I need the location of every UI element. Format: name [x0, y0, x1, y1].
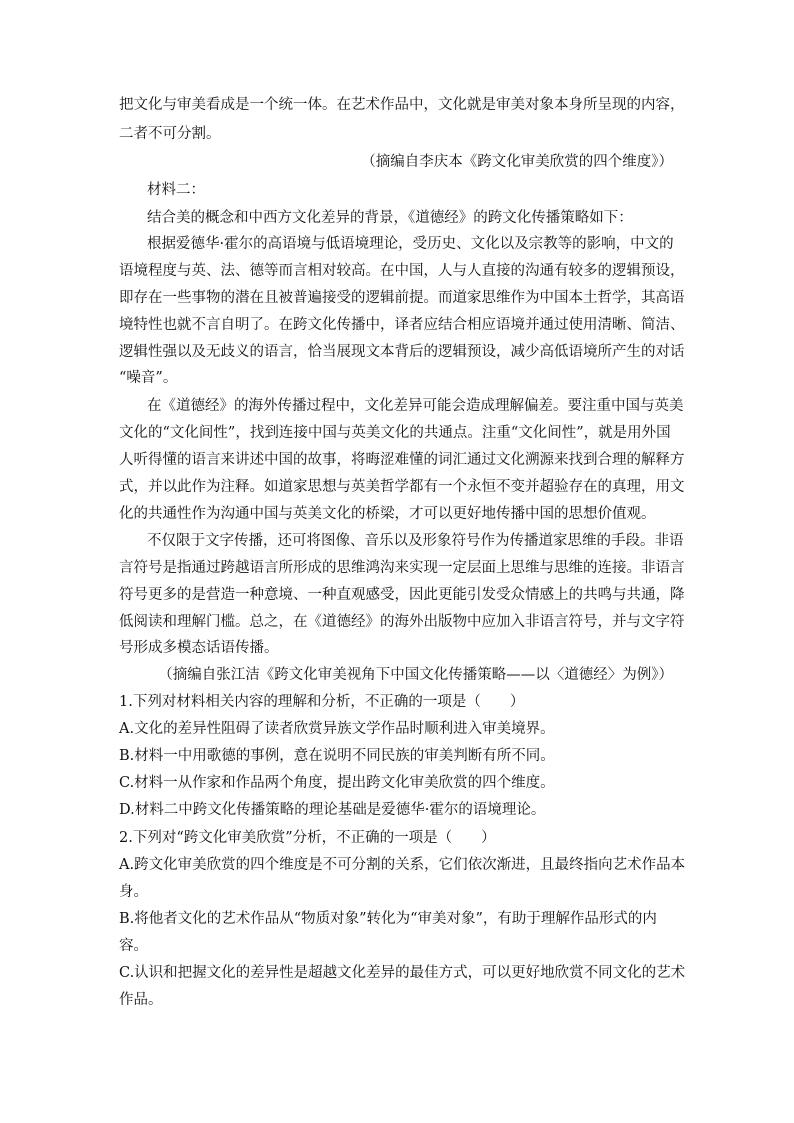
paragraph-line: 根据爱德华·霍尔的高语境与低语境理论，受历史、文化以及宗教等的影响，中文的 [147, 236, 674, 252]
answer-option: B.将他者文化的艺术作品从“物质对象”转化为“审美对象”，有助于理解作品形式的内 [119, 911, 657, 927]
paragraph-line: 语境程度与英、法、德等而言相对较高。在中国，人与人直接的沟通有较多的逻辑预设， [119, 263, 685, 279]
answer-option: C.材料一从作家和作品两个角度，提出跨文化审美欣赏的四个维度。 [119, 775, 555, 791]
paragraph-line: 即存在一些事物的潜在且被普遍接受的逻辑前提。而道家思维作为中国本土哲学，其高语 [119, 290, 685, 306]
paragraph-line: 式，并以此作为注释。如道家思想与英美哲学都有一个永恒不变并超验存在的真理，用文 [119, 479, 685, 495]
paragraph-line: “噪音”。 [119, 370, 178, 386]
question-stem: 1.下列对材料相关内容的理解和分析，不正确的一项是（ ） [119, 694, 525, 710]
paragraph-line: 号形成多模态话语传播。 [119, 640, 279, 656]
answer-option: D.材料二中跨文化传播策略的理论基础是爱德华·霍尔的语境理论。 [119, 802, 546, 818]
text-line: 二者不可分割。 [119, 126, 221, 142]
answer-option: A.跨文化审美欣赏的四个维度是不可分割的关系，它们依次渐进，且最终指向艺术作品本 [119, 857, 686, 873]
answer-option: A.文化的差异性阻碍了读者欣赏异族文学作品时顺利进入审美境界。 [119, 721, 555, 737]
source-citation-1: （摘编自李庆本《跨文化审美欣赏的四个维度》） [361, 154, 673, 170]
material2-intro: 结合美的概念和中西方文化差异的背景，《道德经》的跨文化传播策略如下： [147, 210, 633, 226]
paragraph-line: 逻辑性强以及无歧义的语言，恰当展现文本背后的逻辑预设，减少高低语境所产生的对话 [119, 344, 685, 360]
paragraph-line: 言符号是指通过跨越语言所形成的思维鸿沟来实现一定层面上思维与思维的连接。非语言 [119, 560, 685, 576]
paragraph-line: 境特性也就不言自明了。在跨文化传播中，译者应结合相应语境并通过使用清晰、简洁、 [119, 317, 685, 333]
paragraph-line: 符号更多的是营造一种意境、一种直观感受，因此更能引发受众情感上的共鸣与共通，降 [119, 587, 685, 603]
answer-option: C.认识和把握文化的差异性是超越文化差异的最佳方式，可以更好地欣赏不同文化的艺术 [119, 965, 686, 981]
answer-option: 容。 [119, 938, 148, 954]
paragraph-line: 人听得懂的语言来讲述中国的故事，将晦涩难懂的词汇通过文化溯源来找到合理的解释方 [119, 452, 685, 468]
answer-option: 身。 [119, 884, 148, 900]
source-citation-2: （摘编自张江洁《跨文化审美视角下中国文化传播策略——以〈道德经〉为例》） [158, 667, 673, 683]
paragraph-line: 在《道德经》的海外传播过程中，文化差异可能会造成理解偏差。要注重中国与英美 [147, 398, 684, 414]
text-line: 把文化与审美看成是一个统一体。在艺术作品中，文化就是审美对象本身所呈现的内容， [119, 97, 685, 113]
paragraph-line: 文化的“文化间性”，找到连接中国与英美文化的共通点。注重“文化间性”，就是用外国 [119, 425, 671, 441]
paragraph-line: 化的共通性作为沟通中国与英美文化的桥梁，才可以更好地传播中国的思想价值观。 [119, 506, 656, 522]
question-stem: 2.下列对“跨文化审美欣赏”分析，不正确的一项是（ ） [119, 830, 496, 846]
answer-option: B.材料一中用歌德的事例，意在说明不同民族的审美判断有所不同。 [119, 748, 555, 764]
paragraph-line: 不仅限于文字传播，还可将图像、音乐以及形象符号作为传播道家思维的手段。非语 [147, 533, 684, 549]
paragraph-line: 低阅读和理解门槛。总之，在《道德经》的海外出版物中应加入非语言符号，并与文字符 [119, 614, 685, 630]
answer-option: 作品。 [119, 992, 163, 1008]
material2-title: 材料二： [147, 182, 205, 198]
